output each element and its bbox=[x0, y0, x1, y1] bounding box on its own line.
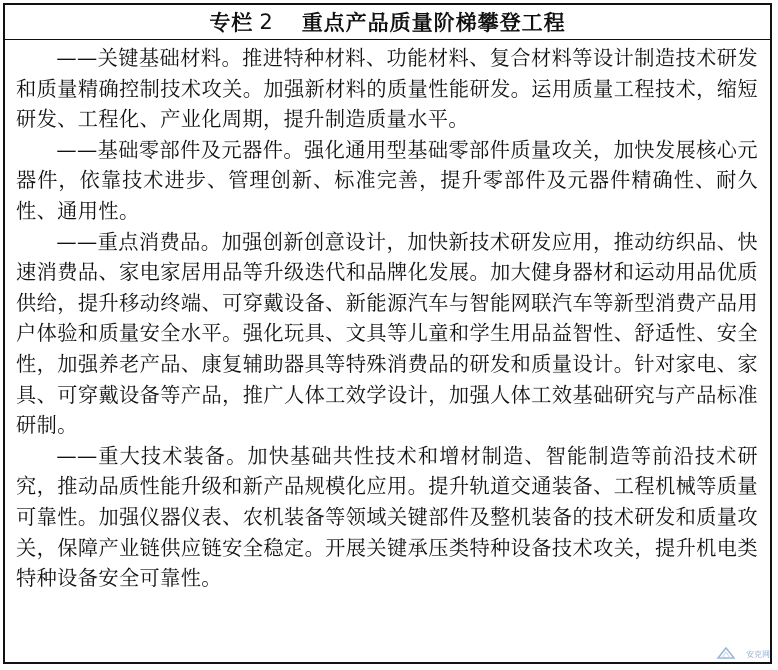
paragraph-consumer-goods: ——重点消费品。加强创新创意设计，加快新技术研发应用，推动纺织品、快速消费品、家电家居用品等升级迭代和品牌化发展。加大健身器材和运动用品优质供给，提升移动终端、可穿戴设备、新能源汽车与智能网联汽车等新型消费产品用户体验和质量安全水平。强化玩具、文具等儿童和学生用品益智性、舒适性、安全性，加强养老产品、康复辅助器具等特殊消费品的研发和质量设计。针对家电、家具、可穿戴设备等产品，推广人体工效学设计，加强人体工效基础研究与产品标准研制。 bbox=[16, 229, 758, 438]
column-header bbox=[5, 5, 770, 40]
paragraph-components: ——基础零部件及元器件。强化通用型基础零部件质量攻关，加快发展核心元器件，依靠技术进步、管理创新、标准完善，提升零部件及元器件精确性、耐久性、通用性。 bbox=[16, 137, 758, 223]
column-label: 专栏 bbox=[209, 11, 254, 35]
paragraph-key-materials: ——关键基础材料。推进特种材料、功能材料、复合材料等设计制造技术研发和质量精确控制技术攻关。加强新材料的质量性能研发。运用质量工程技术，缩短研发、工程化、产业化周期，提升制造质量水平。 bbox=[16, 46, 758, 132]
column-box bbox=[3, 3, 772, 664]
watermark-text: 安克网 bbox=[746, 650, 770, 659]
column-number: 2 bbox=[259, 10, 274, 34]
column-body bbox=[5, 40, 770, 594]
column-title: 重点产品质量阶梯攀登工程 bbox=[301, 11, 566, 35]
paragraph-major-equipment: ——重大技术装备。加快基础共性技术和增材制造、智能制造等前沿技术研究，推动品质性能升级和新产品规模化应用。提升轨道交通装备、工程机械等质量可靠性。加强仪器仪表、农机装备等领域关键部件及整机装备的技术研发和质量攻关，保障产业链供应链安全稳定。开展关键承压类特种设备技术攻关，提升机电类特种设备安全可靠性。 bbox=[16, 443, 758, 591]
